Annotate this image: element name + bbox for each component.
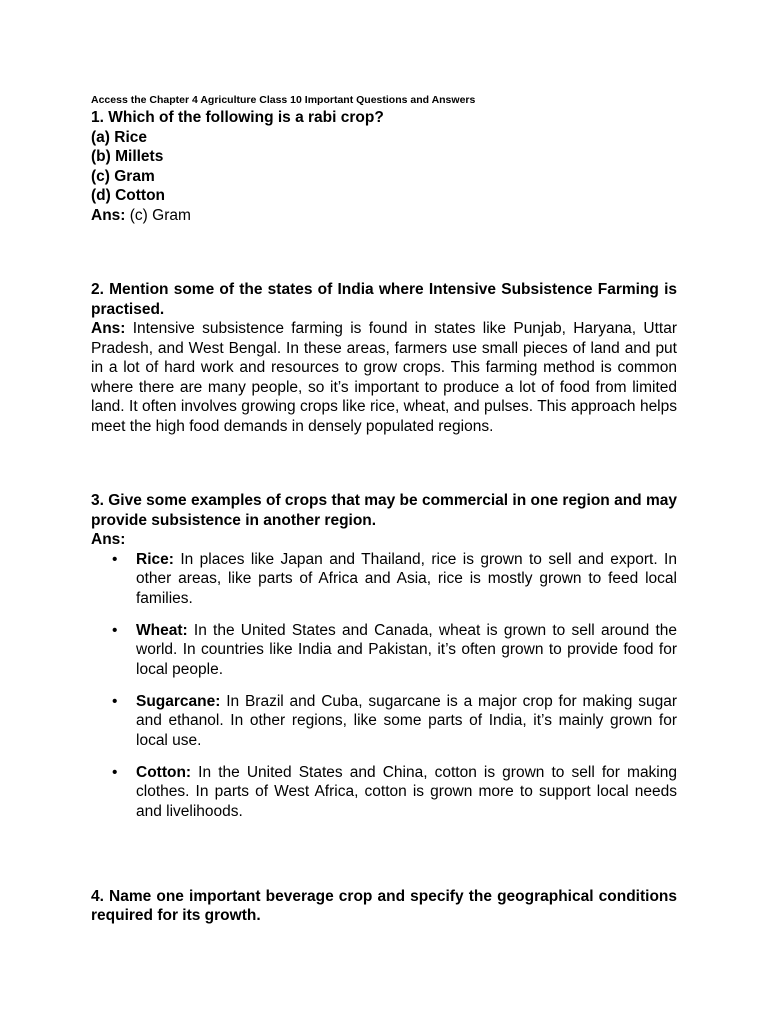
bullet-icon: • — [112, 692, 118, 710]
item-text: In the United States and Canada, wheat is grown to sell around the world. In countries like India and Pakistan, it’s often grown to provide food for local people. — [136, 621, 677, 678]
question-3 — [91, 491, 677, 821]
list-item-rice — [91, 550, 677, 609]
item-text: In Brazil and Cuba, sugarcane is a major crop for making sugar and ethanol. In other regions, like some parts of India, it’s mainly grown for local use. — [136, 692, 677, 749]
list-item-wheat — [91, 621, 677, 680]
item-label: Rice: — [136, 550, 174, 568]
option-a: (a) Rice — [91, 128, 147, 146]
bullet-icon: • — [112, 550, 118, 568]
answer-label: Ans: — [91, 531, 126, 548]
list-item-sugarcane — [91, 692, 677, 751]
question-2 — [91, 280, 677, 436]
bullet-icon: • — [112, 621, 118, 639]
option-d: (d) Cotton — [91, 187, 166, 204]
answer-1-text: (c) Gram — [125, 206, 191, 224]
question-4-text: 4. Name one important beverage crop and specify the geographical conditions required for its growth. — [91, 887, 677, 924]
question-1 — [91, 108, 677, 225]
item-label: Sugarcane: — [136, 692, 221, 710]
option-b: (b) Millets — [91, 148, 164, 165]
question-4 — [91, 887, 677, 926]
bullet-icon: • — [112, 763, 118, 781]
question-1-text: 1. Which of the following is a rabi crop? — [91, 109, 384, 126]
item-label: Cotton: — [136, 763, 192, 781]
crop-examples-list — [91, 550, 677, 822]
answer-label: Ans: — [91, 320, 126, 337]
option-c: (c) Gram — [91, 167, 155, 185]
list-item-cotton — [91, 763, 677, 822]
answer-1 — [91, 206, 677, 226]
item-label: Wheat: — [136, 621, 188, 639]
item-text: In places like Japan and Thailand, rice is grown to sell and export. In other areas, like parts of Africa and Asia, rice is mostly grown to feed local families. — [136, 550, 677, 607]
answer-2-text: Intensive subsistence farming is found in states like Punjab, Haryana, Uttar Pradesh, and West Bengal. In these areas, farmers use small pieces of land and put in a lot of hard work and resources to grow crops. This farming method is common where there are many people, so it’s important to produce a lot of food from limited land. It often involves growing crops like rice, wheat, and pulses. This approach helps meet the high food demands in densely populated regions. — [91, 320, 677, 435]
document-page — [91, 92, 677, 926]
question-3-text: 3. Give some examples of crops that may be commercial in one region and may provide subsistence in another region. — [91, 492, 677, 529]
answer-2 — [91, 319, 677, 436]
item-text: In the United States and China, cotton is grown to sell for making clothes. In parts of West Africa, cotton is grown more to support local needs and livelihoods. — [136, 763, 677, 820]
intro-heading: Access the Chapter 4 Agriculture Class 10 Important Questions and Answers — [91, 94, 476, 106]
question-2-text: 2. Mention some of the states of India where Intensive Subsistence Farming is practised. — [91, 281, 677, 318]
answer-label: Ans: — [91, 206, 126, 224]
